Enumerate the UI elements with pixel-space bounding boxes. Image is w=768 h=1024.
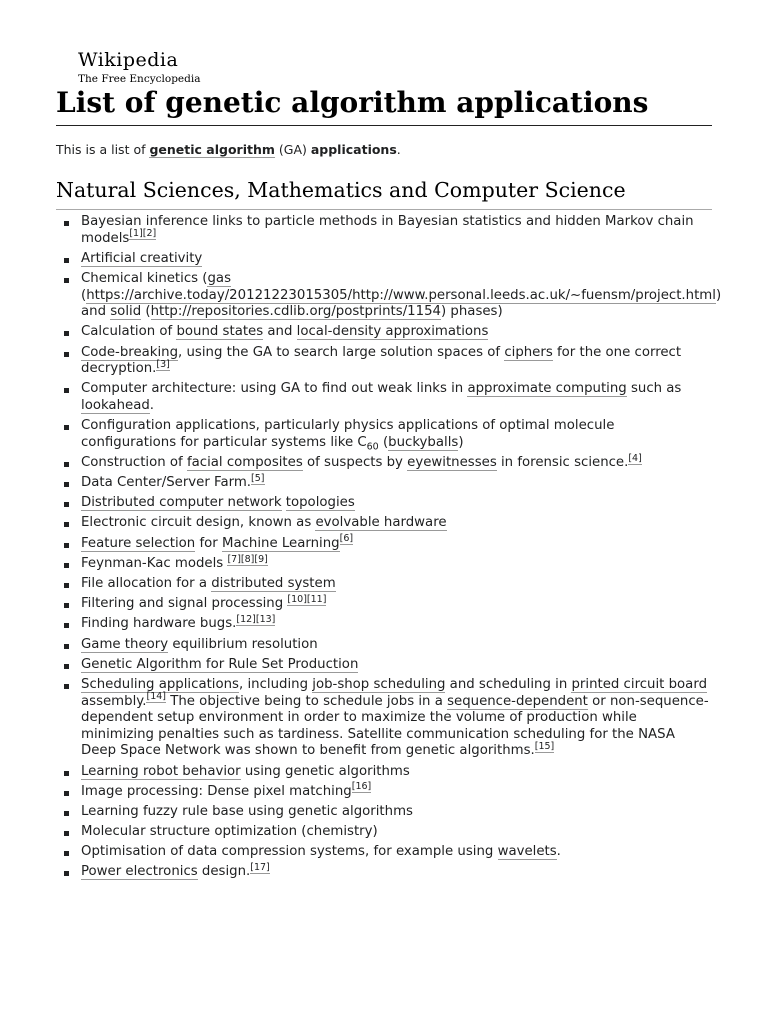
intro-middle: (GA): [274, 142, 311, 157]
citation-link[interactable]: [1][2]: [129, 228, 157, 240]
list-item: [56, 472, 712, 492]
item-text: and: [263, 324, 297, 340]
item-text: ): [458, 434, 464, 450]
item-text: (: [81, 287, 87, 303]
item-text: (: [141, 304, 151, 320]
citation-link[interactable]: [7][8][9]: [227, 553, 268, 565]
list-item: [56, 616, 712, 633]
citation-link[interactable]: [10][11]: [287, 593, 327, 605]
item-text: for: [195, 535, 222, 551]
inline-link[interactable]: local-density approximations: [296, 324, 489, 340]
citation-link[interactable]: [6]: [339, 533, 354, 545]
inline-link[interactable]: evolvable hardware: [315, 515, 447, 531]
inline-link[interactable]: http://repositories.cdlib.org/postprints/1154: [150, 304, 442, 320]
page-title: List of genetic algorithm applications: [56, 84, 712, 126]
item-text: for the one correct decryption.: [81, 344, 682, 377]
item-text: Molecular structure optimization (chemistry): [81, 824, 378, 840]
list-item: [56, 251, 712, 268]
citation-link[interactable]: [5]: [251, 472, 265, 484]
logo-tagline: The Free Encyclopedia: [78, 73, 201, 85]
inline-link[interactable]: eyewitnesses: [407, 454, 497, 470]
list-item: [56, 657, 712, 674]
item-text: Image processing: Dense pixel matching: [81, 783, 352, 799]
section-heading: Natural Sciences, Mathematics and Computer Science: [56, 176, 712, 210]
item-text: Computer architecture: using GA to find out weak links in: [81, 381, 468, 397]
item-text: equilibrium resolution: [168, 636, 318, 652]
intro-bold-applications: applications: [310, 142, 397, 157]
inline-link[interactable]: approximate computing: [467, 381, 627, 397]
citation-link[interactable]: [3]: [156, 358, 170, 370]
list-item: [56, 764, 712, 781]
inline-link[interactable]: distributed system: [211, 576, 336, 591]
list-item: [56, 781, 712, 801]
applications-list: [56, 214, 722, 885]
item-text: such as: [626, 381, 682, 397]
item-text: Learning fuzzy rule base using genetic algorithms: [81, 803, 413, 819]
intro-link-genetic-algorithm[interactable]: genetic algorithm: [149, 142, 275, 157]
citation-link[interactable]: [12][13]: [236, 614, 276, 626]
inline-link[interactable]: sequence-dependent: [447, 693, 588, 709]
inline-link[interactable]: Feature selection: [81, 535, 196, 551]
item-text: Bayesian inference links to particle methods in Bayesian statistics and hidden Markov chain models: [81, 214, 694, 246]
list-item: [56, 324, 712, 341]
inline-link[interactable]: Distributed computer network: [81, 495, 282, 511]
subscript-text: 60: [366, 441, 379, 452]
inline-link[interactable]: Power electronics: [81, 864, 198, 880]
list-item: [56, 533, 712, 553]
inline-link[interactable]: wavelets: [497, 844, 557, 860]
list-item: [56, 214, 712, 247]
citation-link[interactable]: [16]: [351, 781, 372, 793]
logo-wordmark: Wikipedia: [78, 49, 179, 71]
citation-link[interactable]: [17]: [250, 862, 270, 874]
list-item: [56, 381, 712, 414]
list-item: [56, 824, 712, 841]
wikipedia-logo[interactable]: [78, 50, 200, 86]
inline-link[interactable]: gas: [207, 270, 232, 286]
citation-link[interactable]: [4]: [628, 452, 642, 464]
item-text: , using the GA to search large solution spaces of: [178, 344, 505, 360]
inline-link[interactable]: Genetic Algorithm for Rule Set Production: [81, 656, 359, 672]
list-item: [56, 637, 712, 654]
item-text: assembly.: [81, 693, 147, 709]
inline-link[interactable]: job-shop scheduling: [312, 676, 446, 692]
inline-link[interactable]: buckyballs: [388, 434, 459, 450]
item-text: Electronic circuit design, known as: [81, 515, 316, 531]
item-text: in forensic science.: [496, 454, 629, 470]
citation-link[interactable]: [14]: [146, 691, 166, 703]
item-text: using genetic algorithms: [240, 763, 410, 779]
item-text: Filtering and signal processing: [81, 596, 288, 612]
list-item: [56, 677, 712, 760]
list-item: [56, 515, 712, 532]
item-text: ) and: [81, 287, 722, 320]
item-text: Data Center/Server Farm.: [81, 475, 252, 491]
item-text: and scheduling in: [445, 676, 572, 692]
list-item: [56, 864, 712, 881]
list-item: [56, 270, 722, 321]
list-item: [56, 452, 712, 472]
inline-link[interactable]: lookahead: [81, 397, 150, 413]
item-text: Calculation of: [81, 324, 177, 340]
list-item: [56, 345, 712, 378]
citation-link[interactable]: [15]: [534, 741, 555, 753]
item-text: Optimisation of data compression systems, for example using: [81, 844, 498, 860]
list-item: [56, 495, 712, 512]
inline-link[interactable]: bound states: [176, 324, 264, 340]
item-text: of suspects by: [302, 454, 408, 470]
list-item: [56, 804, 712, 821]
list-item: [56, 553, 712, 573]
item-text: ) phases): [441, 304, 503, 320]
inline-link[interactable]: Game theory: [81, 636, 169, 652]
intro-suffix: .: [396, 142, 401, 157]
intro-paragraph: [56, 141, 401, 159]
inline-link[interactable]: Machine Learning: [222, 535, 340, 551]
item-text: , including: [239, 676, 313, 692]
item-text: or non-sequence-dependent setup environment in order to maximize the volume of production while minimizing penalties such as tardiness. Satellite communication scheduling for the NASA Deep Space Network was shown to benefit from genetic algorithms.: [81, 693, 709, 759]
item-text: design.: [197, 864, 251, 880]
list-item: [56, 844, 712, 861]
inline-link[interactable]: facial composites: [186, 454, 303, 470]
inline-link[interactable]: ciphers: [504, 344, 553, 360]
item-text: .: [556, 844, 561, 860]
item-text: Finding hardware bugs.: [81, 616, 237, 632]
inline-link[interactable]: https://archive.today/20121223015305/http://www.personal.leeds.ac.uk/~fuensm/project.html: [86, 287, 716, 303]
list-item: [56, 418, 712, 451]
inline-link[interactable]: Learning robot behavior: [81, 763, 241, 779]
list-item: [56, 593, 712, 613]
intro-prefix: This is a list of: [56, 142, 150, 157]
item-text: Feynman-Kac models: [81, 555, 228, 571]
inline-link[interactable]: Scheduling applications: [81, 676, 239, 692]
inline-link[interactable]: Code-breaking: [81, 344, 179, 360]
item-text: (: [378, 434, 389, 450]
inline-link[interactable]: Artificial creativity: [81, 250, 203, 266]
inline-link[interactable]: topologies: [285, 495, 355, 511]
list-item: [56, 576, 712, 593]
item-text: Chemical kinetics (: [81, 270, 208, 286]
inline-link[interactable]: printed circuit board: [571, 676, 708, 692]
item-text: Construction of: [81, 454, 187, 470]
item-text: Configuration applications, particularly physics applications of optimal molecule configurations for particular systems like C: [81, 418, 615, 450]
item-text: The objective being to schedule jobs in a: [166, 693, 448, 709]
inline-link[interactable]: solid: [110, 304, 142, 320]
item-text: .: [149, 397, 155, 413]
item-text: File allocation for a: [81, 576, 212, 591]
